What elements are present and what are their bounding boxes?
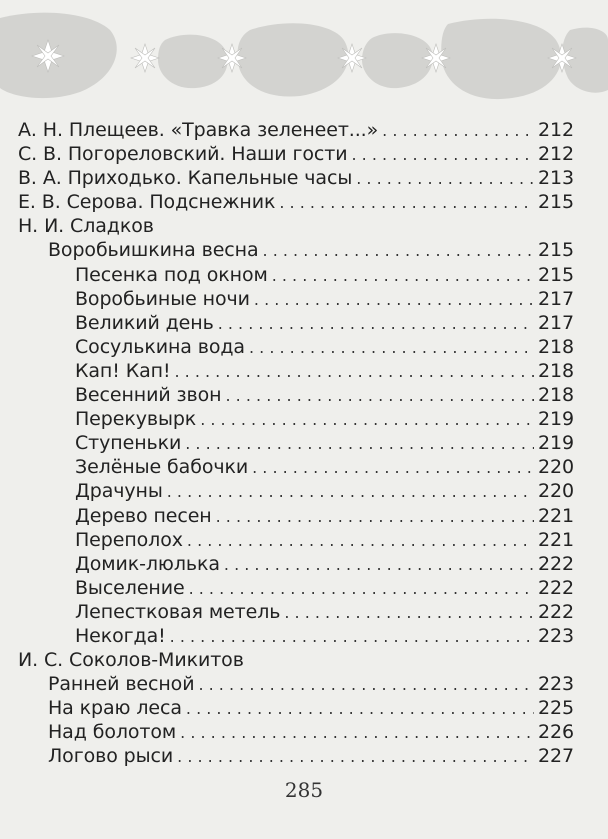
toc-entry-page: 227 [538, 745, 574, 768]
toc-entry-title: Сосулькина вода [75, 335, 245, 358]
toc-entry [18, 383, 574, 407]
toc-entry-title: Переполох [75, 528, 183, 551]
toc-entry-page: 221 [538, 528, 574, 551]
toc-entry-page: 218 [538, 359, 574, 382]
toc-entry-title: Воробьиные ночи [75, 287, 250, 310]
toc-dot-leader [189, 577, 534, 601]
toc-entry-title: С. В. Погореловский. Наши гости [18, 143, 348, 166]
toc-dot-leader [272, 264, 534, 288]
toc-dot-leader [226, 384, 535, 408]
toc-dot-leader [351, 143, 534, 167]
toc-entry [18, 287, 574, 311]
toc-entry-page: 215 [538, 263, 574, 286]
toc-entry-title: Ранней весной [48, 673, 195, 696]
toc-dot-leader [198, 673, 534, 697]
toc-entry [18, 142, 574, 166]
toc-entry [18, 624, 574, 648]
toc-dot-leader [254, 288, 534, 312]
toc-entry-title: Зелёные бабочки [75, 456, 249, 479]
toc-entry [18, 600, 574, 624]
toc-entry-title: Великий день [75, 311, 214, 334]
toc-entry-title: Перекувырк [75, 408, 197, 431]
toc-entry-page: 215 [538, 239, 574, 262]
toc-entry-page: 217 [538, 287, 574, 310]
toc-entry [18, 407, 574, 431]
toc-entry [18, 504, 574, 528]
toc-entry-title: И. С. Соколов-Микитов [18, 649, 244, 672]
toc-entry [18, 214, 574, 238]
toc-entry-page: 222 [538, 552, 574, 575]
toc-dot-leader [167, 480, 534, 504]
toc-entry-title: Домик-люлька [75, 552, 220, 575]
toc-entry-title: Лепестковая метель [75, 600, 281, 623]
toc-entry-title: Е. В. Серова. Подснежник [18, 191, 276, 214]
toc-entry-page: 222 [538, 576, 574, 599]
toc-entry [18, 311, 574, 335]
toc-dot-leader [284, 601, 534, 625]
toc-entry-title: Над болотом [48, 721, 177, 744]
toc-dot-leader [356, 167, 534, 191]
toc-entry [18, 238, 574, 262]
toc-entry [18, 479, 574, 503]
toc-dot-leader [185, 432, 534, 456]
toc-entry-page: 223 [538, 624, 574, 647]
toc-entry-page: 212 [538, 143, 574, 166]
toc-entry-page: 217 [538, 311, 574, 334]
toc-entry [18, 359, 574, 383]
toc-entry-title: А. Н. Плещеев. «Травка зеленеет...» [18, 119, 379, 141]
toc-entry-title: Некогда! [75, 624, 166, 647]
toc-entry-page: 219 [538, 408, 574, 431]
toc-entry-page: 220 [538, 456, 574, 479]
toc-entry-page: 221 [538, 504, 574, 527]
toc-entry [18, 263, 574, 287]
toc-entry [18, 744, 574, 768]
toc-entry [18, 720, 574, 744]
toc-entry-page: 218 [538, 384, 574, 407]
toc-dot-leader [170, 625, 534, 649]
toc-dot-leader [200, 408, 534, 432]
toc-entry [18, 696, 574, 720]
toc-entry-title: Выселение [75, 576, 185, 599]
toc-entry-title: Драчуны [75, 480, 163, 503]
toc-entry-page: 218 [538, 335, 574, 358]
toc-entry [18, 190, 574, 214]
toc-entry-page: 220 [538, 480, 574, 503]
toc-dot-leader [174, 360, 534, 384]
toc-entry-page: 226 [538, 721, 574, 744]
toc-entry-page: 212 [538, 119, 574, 141]
toc-entry-title: На краю леса [48, 697, 182, 720]
toc-entry-page: 219 [538, 432, 574, 455]
floral-ornament-border [0, 0, 608, 110]
toc-entry [18, 455, 574, 479]
toc-entry-title: Дерево песен [75, 504, 212, 527]
toc-entry [18, 672, 574, 696]
toc-entry-page: 223 [538, 673, 574, 696]
toc-entry-title: В. А. Приходько. Капельные часы [18, 167, 353, 190]
toc-entry-title: Логово рыси [48, 745, 174, 768]
toc-dot-leader [224, 553, 534, 577]
toc-entry [18, 552, 574, 576]
toc-dot-leader [186, 697, 534, 721]
toc-dot-leader [187, 529, 534, 553]
toc-dot-leader [218, 312, 534, 336]
toc-dot-leader [177, 745, 534, 769]
toc-dot-leader [279, 191, 534, 215]
toc-dot-leader [216, 505, 534, 529]
toc-dot-leader [249, 336, 534, 360]
page-number: 285 [284, 778, 324, 802]
toc-entry-title: Песенка под окном [75, 263, 268, 286]
toc-dot-leader [263, 239, 535, 263]
toc-entry [18, 335, 574, 359]
toc-entry [18, 118, 574, 142]
toc-entry-page: 225 [538, 697, 574, 720]
toc-entry [18, 648, 574, 672]
toc-dot-leader [252, 456, 534, 480]
toc-entry-title: Ступеньки [75, 432, 182, 455]
toc-entry-page: 222 [538, 600, 574, 623]
toc-entry-page: 215 [538, 191, 574, 214]
toc-entry [18, 576, 574, 600]
toc-entry-title: Н. И. Сладков [18, 215, 154, 238]
toc-entry-title: Кап! Кап! [75, 359, 171, 382]
toc-entry [18, 431, 574, 455]
toc-entry [18, 166, 574, 190]
toc-dot-leader [180, 721, 534, 745]
toc-dot-leader [382, 119, 534, 143]
toc-entry [18, 528, 574, 552]
toc-entry-page: 213 [538, 167, 574, 190]
toc-entry-title: Воробьишкина весна [48, 239, 259, 262]
table-of-contents [18, 118, 574, 769]
toc-entry-title: Весенний звон [75, 384, 222, 407]
